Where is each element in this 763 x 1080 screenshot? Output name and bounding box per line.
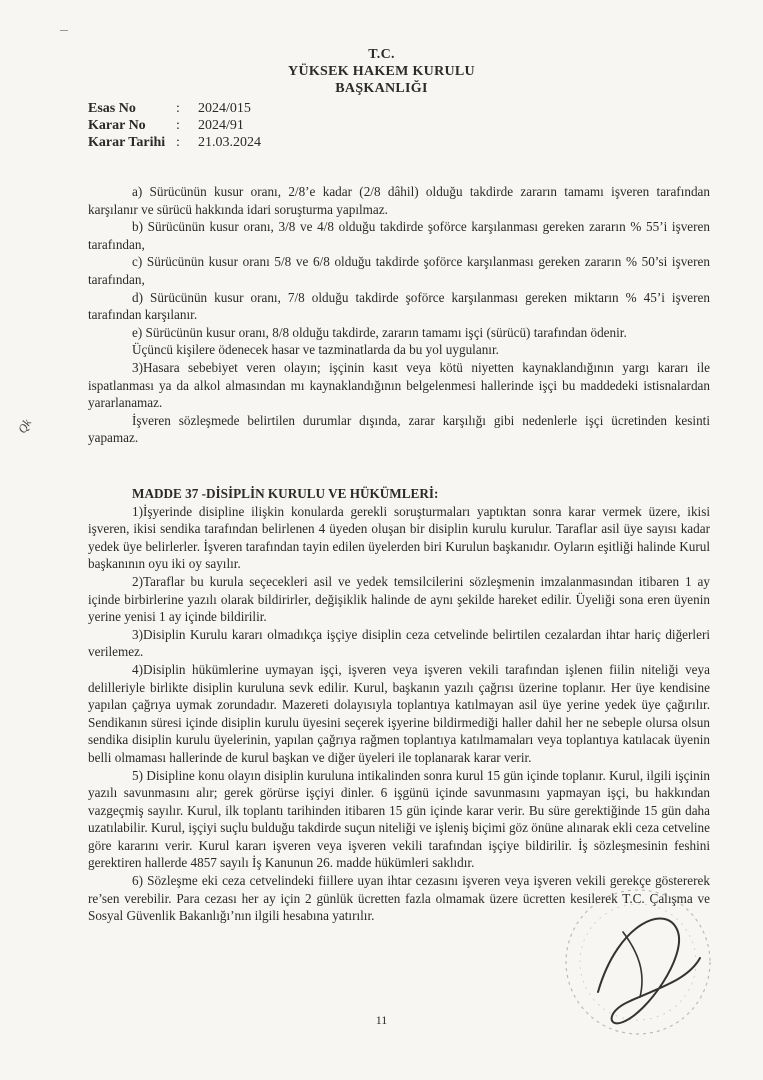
meta-label: Karar Tarihi <box>88 135 166 150</box>
paragraph: d) Sürücünün kusur oranı, 7/8 olduğu takdirde şoförce karşılanması gereken miktarın % 45’i işveren tarafından karşılanır. <box>88 289 710 323</box>
paragraph: 3)Hasara sebebiyet veren olayın; işçinin kasıt veya kötü niyetten kaynaklandığının yargı kararı ile ispatlanması ya da alkol almasından mı kaynaklandığının belgelenmesi hallerinde işçi bu maddedeki istisnalardan yararlanamaz. <box>88 359 710 411</box>
paragraph: 5) Disipline konu olayın disiplin kuruluna intikalinden sonra kurul 15 gün içinde toplanır. Kurul, ilgili işçinin yazılı savunmasını alır; gerek görürse işçiyi dinler. 6 işgünü içinde savunmasını yapmayan işçi, bu hakkından vazgeçmiş sayılır. Kurul, ilk toplantı tarihinden itibaren 15 gün içinde karar verir. Bu süre gerektiğinde 15 gün daha uzatılabilir. Kurul, işçiyi suçlu bulduğu takdirde suçun niteliği ve işleniş biçimi göz önüne alınarak ekli ceza cetveline göre kararını verir. Kurul kararı işveren veya işveren vekili tarafından işçiye bildirilir. İş sözleşmesinin feshini gerektiren hallerde 4857 sayılı İş Kanunun 26. madde hükümleri saklıdır. <box>88 767 710 871</box>
header-line-2: YÜKSEK HAKEM KURULU <box>288 64 475 79</box>
meta-label: Karar No <box>88 118 146 133</box>
paragraph: Üçüncü kişilere ödenecek hasar ve tazminatlarda da bu yol uygulanır. <box>132 342 499 358</box>
paragraph: 1)İşyerinde disipline ilişkin konularda gerekli soruşturmaları yaptıktan sonra karar vermek üzere, ikisi işveren, ikisi sendika tarafından belirlenen 4 üyeden oluşan bir disiplin kurulu kurulur. Taraflar asil üye sayısı kadar yedek üye belirlerler. İşveren tarafından tayin edilen üyelerden biri Kurulun başkanıdır. Oyların eşitliği halinde Kurul başkanının oyu iki oy sayılır. <box>88 503 710 572</box>
paragraph: a) Sürücünün kusur oranı, 2/8’e kadar (2/8 dâhil) olduğu takdirde zararın tamamı işveren tarafından karşılanır ve sürücü hakkında idari soruşturma yapılmaz. <box>88 184 710 217</box>
body-section-1 <box>88 183 710 447</box>
page-number: 11 <box>375 1013 388 1027</box>
meta-row-karar <box>88 117 261 134</box>
paragraph: 6) Sözleşme eki ceza cetvelindeki fiillere uyan ihtar cezasını işveren veya işveren vekili gerekçe göstererek re’sen verebilir. Para cezası her ay için 2 günlük ücretten fazla olmamak üzere ücretten kesilerek T.C. Çalışma ve Sosyal Güvenlik Bakanlığı’nın ilgili hesabına yatırılır. <box>88 873 710 924</box>
paragraph: İşveren sözleşmede belirtilen durumlar dışında, zarar karşılığı gibi nedenlerle işçi ücretinden kesinti yapamaz. <box>88 412 710 446</box>
article-title: MADDE 37 -DİSİPLİN KURULU VE HÜKÜMLERİ: <box>132 486 439 501</box>
scan-mark <box>60 30 68 31</box>
margin-handwritten-note: Qk <box>15 416 35 436</box>
meta-colon: : <box>176 135 180 150</box>
header-line-3: BAŞKANLIĞI <box>335 81 428 96</box>
meta-row-esas <box>88 100 261 117</box>
meta-colon: : <box>176 101 180 116</box>
paragraph: 2)Taraflar bu kurula seçecekleri asil ve yedek temsilcilerini sözleşmenin imzalanmasından itibaren 1 ay içinde birbirlerine yazılı olarak bildirirler, değişiklik halinde de aynı şekilde hareket edilir. Üyeliği sona eren üyenin yerine yenisi 1 ay içinde bildirilir. <box>88 573 710 625</box>
meta-row-tarih <box>88 134 261 151</box>
paragraph: 3)Disiplin Kurulu kararı olmadıkça işçiye disiplin ceza cetvelinde belirtilen cezalardan ihtar hariç diğerleri verilemez. <box>88 626 710 660</box>
paragraph: b) Sürücünün kusur oranı, 3/8 ve 4/8 olduğu takdirde şoförce karşılanması gereken zararın % 55’i işveren tarafından, <box>88 219 710 252</box>
header-line-1: T.C. <box>368 47 395 62</box>
meta-label: Esas No <box>88 101 136 116</box>
meta-value: 2024/015 <box>198 101 251 116</box>
paragraph: e) Sürücünün kusur oranı, 8/8 olduğu takdirde, zararın tamamı işçi (sürücü) tarafından ödenir. <box>132 324 627 340</box>
paragraph: c) Sürücünün kusur oranı 5/8 ve 6/8 olduğu takdirde şoförce karşılanması gereken zararın % 50’si işveren tarafından, <box>88 254 710 287</box>
meta-value: 21.03.2024 <box>198 135 261 150</box>
meta-colon: : <box>176 118 180 133</box>
meta-value: 2024/91 <box>198 118 244 133</box>
document-header <box>0 46 763 97</box>
body-section-2 <box>88 485 710 925</box>
seal-stamp-signature <box>528 862 728 1062</box>
case-metadata <box>88 100 261 151</box>
paragraph: 4)Disiplin hükümlerine uymayan işçi, işveren veya işveren vekili tarafından işlenen fiilin niteliği veya delilleriyle birlikte disiplin kuruluna sevk edilir. Kurul, başkanın yazılı çağrısı üzerine toplanır. Her üye kendisine yapılan çağrıya uymak zorundadır. Mazereti dolayısıyla toplantıya katılmayan asil üye yerine yedek üye çağırılır. Sendikanın süresi içinde disiplin kurulu üyesini seçerek işyerine bildirmediği haller dahil her ne sebeple olursa olsun sendika disiplin kurulu üyelerinin, yapılan çağrıya rağmen toplantıya katılmamaları veya toplantıya katılacak üyenin belli olmaması hallerinde de kurul başkan ve diğer üyeleri ile toplanarak karar verir. <box>88 661 710 765</box>
